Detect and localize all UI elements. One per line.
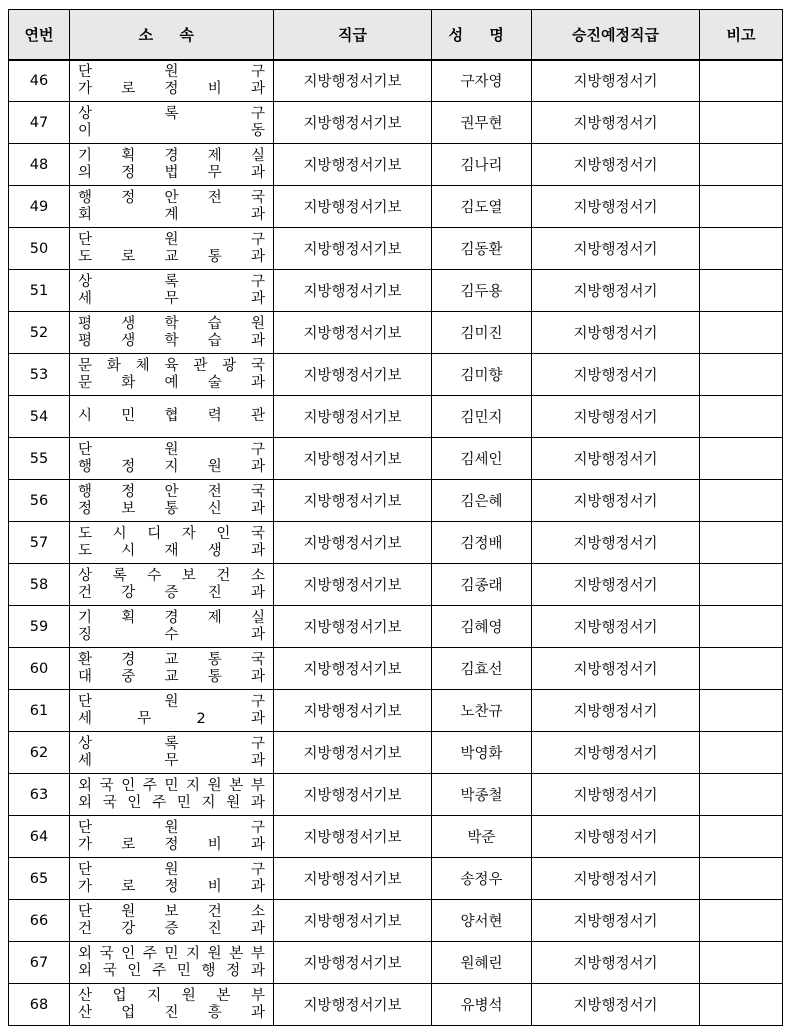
dept-line: 외 국 인 주 민 지 원 과 bbox=[78, 794, 265, 811]
dept-line: 상 록 구 bbox=[78, 735, 265, 752]
table-row bbox=[9, 438, 783, 480]
row-grade: 지방행정서기보 bbox=[274, 816, 432, 858]
row-grade: 지방행정서기보 bbox=[274, 942, 432, 984]
dept-line: 평 생 학 습 원 bbox=[78, 315, 265, 332]
row-name: 김두용 bbox=[432, 270, 532, 312]
dept-line: 외 국 인 주 민 지 원 본 부 bbox=[78, 777, 265, 794]
row-promo: 지방행정서기 bbox=[532, 900, 700, 942]
row-promo: 지방행정서기 bbox=[532, 690, 700, 732]
table-row bbox=[9, 816, 783, 858]
row-name: 송정우 bbox=[432, 858, 532, 900]
row-note bbox=[700, 270, 783, 312]
row-name: 김도열 bbox=[432, 186, 532, 228]
row-note bbox=[700, 858, 783, 900]
row-promo: 지방행정서기 bbox=[532, 312, 700, 354]
row-grade: 지방행정서기보 bbox=[274, 900, 432, 942]
row-dept bbox=[70, 354, 274, 396]
row-dept bbox=[70, 984, 274, 1026]
row-name: 노찬규 bbox=[432, 690, 532, 732]
row-note bbox=[700, 690, 783, 732]
table-row bbox=[9, 186, 783, 228]
dept-line: 가 로 정 비 과 bbox=[78, 80, 265, 97]
row-dept bbox=[70, 816, 274, 858]
row-no: 57 bbox=[9, 522, 70, 564]
row-dept bbox=[70, 480, 274, 522]
dept-line: 문 화 체 육 관 광 국 bbox=[78, 357, 265, 374]
row-promo: 지방행정서기 bbox=[532, 396, 700, 438]
row-note bbox=[700, 606, 783, 648]
row-name: 김종래 bbox=[432, 564, 532, 606]
row-name: 김동환 bbox=[432, 228, 532, 270]
table-row bbox=[9, 984, 783, 1026]
row-promo: 지방행정서기 bbox=[532, 228, 700, 270]
row-name: 박준 bbox=[432, 816, 532, 858]
row-promo: 지방행정서기 bbox=[532, 354, 700, 396]
row-note bbox=[700, 648, 783, 690]
row-promo: 지방행정서기 bbox=[532, 522, 700, 564]
header-note: 비고 bbox=[700, 10, 783, 60]
row-no: 47 bbox=[9, 102, 70, 144]
dept-line: 정 보 통 신 과 bbox=[78, 500, 265, 517]
row-dept bbox=[70, 606, 274, 648]
row-promo: 지방행정서기 bbox=[532, 816, 700, 858]
row-name: 유병석 bbox=[432, 984, 532, 1026]
row-dept bbox=[70, 312, 274, 354]
table-row bbox=[9, 60, 783, 102]
row-grade: 지방행정서기보 bbox=[274, 144, 432, 186]
row-no: 64 bbox=[9, 816, 70, 858]
row-note bbox=[700, 732, 783, 774]
row-note bbox=[700, 102, 783, 144]
dept-line: 평 생 학 습 과 bbox=[78, 332, 265, 349]
row-note bbox=[700, 144, 783, 186]
row-promo: 지방행정서기 bbox=[532, 480, 700, 522]
dept-line: 세 무 2 과 bbox=[78, 710, 265, 727]
row-grade: 지방행정서기보 bbox=[274, 774, 432, 816]
row-note bbox=[700, 900, 783, 942]
row-name: 구자영 bbox=[432, 60, 532, 102]
row-grade: 지방행정서기보 bbox=[274, 438, 432, 480]
row-promo: 지방행정서기 bbox=[532, 144, 700, 186]
row-grade: 지방행정서기보 bbox=[274, 858, 432, 900]
row-name: 원혜린 bbox=[432, 942, 532, 984]
row-no: 52 bbox=[9, 312, 70, 354]
row-no: 58 bbox=[9, 564, 70, 606]
row-no: 68 bbox=[9, 984, 70, 1026]
dept-line: 행 정 지 원 과 bbox=[78, 458, 265, 475]
row-grade: 지방행정서기보 bbox=[274, 606, 432, 648]
table-row bbox=[9, 606, 783, 648]
row-note bbox=[700, 564, 783, 606]
row-grade: 지방행정서기보 bbox=[274, 60, 432, 102]
dept-line: 상 록 구 bbox=[78, 105, 265, 122]
row-promo: 지방행정서기 bbox=[532, 186, 700, 228]
table-row bbox=[9, 396, 783, 438]
row-dept bbox=[70, 774, 274, 816]
table-row bbox=[9, 354, 783, 396]
row-promo: 지방행정서기 bbox=[532, 942, 700, 984]
dept-line: 가 로 정 비 과 bbox=[78, 836, 265, 853]
row-promo: 지방행정서기 bbox=[532, 270, 700, 312]
row-note bbox=[700, 522, 783, 564]
row-grade: 지방행정서기보 bbox=[274, 648, 432, 690]
dept-line: 기 획 경 제 실 bbox=[78, 147, 265, 164]
dept-line: 행 정 안 전 국 bbox=[78, 483, 265, 500]
dept-line: 징 수 과 bbox=[78, 626, 265, 643]
row-dept bbox=[70, 186, 274, 228]
row-name: 권무현 bbox=[432, 102, 532, 144]
promotion-table bbox=[8, 9, 783, 1026]
row-no: 53 bbox=[9, 354, 70, 396]
row-grade: 지방행정서기보 bbox=[274, 312, 432, 354]
row-dept bbox=[70, 144, 274, 186]
row-note bbox=[700, 480, 783, 522]
table-row bbox=[9, 522, 783, 564]
row-name: 박종철 bbox=[432, 774, 532, 816]
row-no: 54 bbox=[9, 396, 70, 438]
row-no: 46 bbox=[9, 60, 70, 102]
table-row bbox=[9, 732, 783, 774]
row-note bbox=[700, 186, 783, 228]
dept-line: 단 원 구 bbox=[78, 231, 265, 248]
dept-line: 회 계 과 bbox=[78, 206, 265, 223]
row-note bbox=[700, 816, 783, 858]
table-row bbox=[9, 858, 783, 900]
row-promo: 지방행정서기 bbox=[532, 606, 700, 648]
dept-line: 가 로 정 비 과 bbox=[78, 878, 265, 895]
row-dept bbox=[70, 690, 274, 732]
row-name: 김효선 bbox=[432, 648, 532, 690]
row-promo: 지방행정서기 bbox=[532, 648, 700, 690]
dept-line: 단 원 구 bbox=[78, 63, 265, 80]
row-dept bbox=[70, 522, 274, 564]
dept-line: 기 획 경 제 실 bbox=[78, 609, 265, 626]
row-no: 63 bbox=[9, 774, 70, 816]
row-grade: 지방행정서기보 bbox=[274, 354, 432, 396]
table-row bbox=[9, 942, 783, 984]
table-row bbox=[9, 102, 783, 144]
dept-line: 상 록 구 bbox=[78, 273, 265, 290]
table-row bbox=[9, 900, 783, 942]
row-dept bbox=[70, 396, 274, 438]
row-note bbox=[700, 984, 783, 1026]
dept-line: 외 국 인 주 민 행 정 과 bbox=[78, 962, 265, 979]
row-no: 61 bbox=[9, 690, 70, 732]
row-no: 60 bbox=[9, 648, 70, 690]
row-dept bbox=[70, 102, 274, 144]
row-grade: 지방행정서기보 bbox=[274, 396, 432, 438]
row-name: 김세인 bbox=[432, 438, 532, 480]
row-promo: 지방행정서기 bbox=[532, 984, 700, 1026]
row-dept bbox=[70, 228, 274, 270]
row-no: 51 bbox=[9, 270, 70, 312]
header-no: 연번 bbox=[9, 10, 70, 60]
row-grade: 지방행정서기보 bbox=[274, 732, 432, 774]
dept-line: 의 정 법 무 과 bbox=[78, 164, 265, 181]
row-grade: 지방행정서기보 bbox=[274, 228, 432, 270]
row-no: 67 bbox=[9, 942, 70, 984]
table-row bbox=[9, 312, 783, 354]
row-no: 65 bbox=[9, 858, 70, 900]
row-grade: 지방행정서기보 bbox=[274, 480, 432, 522]
row-name: 김민지 bbox=[432, 396, 532, 438]
dept-line: 행 정 안 전 국 bbox=[78, 189, 265, 206]
row-no: 66 bbox=[9, 900, 70, 942]
row-grade: 지방행정서기보 bbox=[274, 186, 432, 228]
row-name: 김은혜 bbox=[432, 480, 532, 522]
row-grade: 지방행정서기보 bbox=[274, 564, 432, 606]
row-promo: 지방행정서기 bbox=[532, 732, 700, 774]
header-promo: 승진예정직급 bbox=[532, 10, 700, 60]
row-dept bbox=[70, 732, 274, 774]
row-dept bbox=[70, 564, 274, 606]
row-note bbox=[700, 396, 783, 438]
dept-line: 산 업 지 원 본 부 bbox=[78, 987, 265, 1004]
row-dept bbox=[70, 438, 274, 480]
dept-line: 단 원 구 bbox=[78, 819, 265, 836]
header-dept: 소 속 bbox=[70, 10, 274, 60]
row-name: 김미진 bbox=[432, 312, 532, 354]
row-note bbox=[700, 354, 783, 396]
row-dept bbox=[70, 648, 274, 690]
row-no: 48 bbox=[9, 144, 70, 186]
table-row bbox=[9, 228, 783, 270]
row-dept bbox=[70, 60, 274, 102]
header-name: 성 명 bbox=[432, 10, 532, 60]
row-no: 59 bbox=[9, 606, 70, 648]
dept-line: 상 록 수 보 건 소 bbox=[78, 567, 265, 584]
table-row bbox=[9, 774, 783, 816]
row-promo: 지방행정서기 bbox=[532, 564, 700, 606]
dept-line: 시 민 협 력 관 bbox=[78, 408, 265, 424]
header-grade: 직급 bbox=[274, 10, 432, 60]
row-grade: 지방행정서기보 bbox=[274, 690, 432, 732]
row-grade: 지방행정서기보 bbox=[274, 270, 432, 312]
dept-line: 도 로 교 통 과 bbox=[78, 248, 265, 265]
row-dept bbox=[70, 900, 274, 942]
row-note bbox=[700, 228, 783, 270]
row-grade: 지방행정서기보 bbox=[274, 102, 432, 144]
row-name: 양서현 bbox=[432, 900, 532, 942]
dept-line: 도 시 재 생 과 bbox=[78, 542, 265, 559]
dept-line: 단 원 구 bbox=[78, 861, 265, 878]
row-grade: 지방행정서기보 bbox=[274, 522, 432, 564]
dept-line: 외 국 인 주 민 지 원 본 부 bbox=[78, 945, 265, 962]
row-promo: 지방행정서기 bbox=[532, 858, 700, 900]
row-no: 50 bbox=[9, 228, 70, 270]
row-note bbox=[700, 438, 783, 480]
row-dept bbox=[70, 270, 274, 312]
table-row bbox=[9, 564, 783, 606]
dept-line: 도 시 디 자 인 국 bbox=[78, 525, 265, 542]
table-row bbox=[9, 270, 783, 312]
dept-line: 단 원 구 bbox=[78, 693, 265, 710]
dept-line: 건 강 증 진 과 bbox=[78, 584, 265, 601]
row-dept bbox=[70, 858, 274, 900]
table-row bbox=[9, 144, 783, 186]
table-header-row bbox=[9, 10, 783, 60]
row-no: 62 bbox=[9, 732, 70, 774]
row-note bbox=[700, 942, 783, 984]
row-no: 49 bbox=[9, 186, 70, 228]
row-grade: 지방행정서기보 bbox=[274, 984, 432, 1026]
dept-line: 환 경 교 통 국 bbox=[78, 651, 265, 668]
row-no: 56 bbox=[9, 480, 70, 522]
row-note bbox=[700, 774, 783, 816]
row-name: 김나리 bbox=[432, 144, 532, 186]
dept-line: 문 화 예 술 과 bbox=[78, 374, 265, 391]
table-row bbox=[9, 648, 783, 690]
dept-line: 단 원 보 건 소 bbox=[78, 903, 265, 920]
row-promo: 지방행정서기 bbox=[532, 774, 700, 816]
table-row bbox=[9, 690, 783, 732]
dept-line: 대 중 교 통 과 bbox=[78, 668, 265, 685]
row-promo: 지방행정서기 bbox=[532, 102, 700, 144]
row-no: 55 bbox=[9, 438, 70, 480]
row-promo: 지방행정서기 bbox=[532, 438, 700, 480]
dept-line: 산 업 진 흥 과 bbox=[78, 1004, 265, 1021]
dept-line: 세 무 과 bbox=[78, 290, 265, 307]
table-row bbox=[9, 480, 783, 522]
row-promo: 지방행정서기 bbox=[532, 60, 700, 102]
row-name: 김미향 bbox=[432, 354, 532, 396]
dept-line: 건 강 증 진 과 bbox=[78, 920, 265, 937]
row-dept bbox=[70, 942, 274, 984]
row-name: 김혜영 bbox=[432, 606, 532, 648]
row-note bbox=[700, 60, 783, 102]
row-note bbox=[700, 312, 783, 354]
row-name: 박영화 bbox=[432, 732, 532, 774]
dept-line: 세 무 과 bbox=[78, 752, 265, 769]
row-name: 김정배 bbox=[432, 522, 532, 564]
dept-line: 단 원 구 bbox=[78, 441, 265, 458]
dept-line: 이 동 bbox=[78, 122, 265, 139]
